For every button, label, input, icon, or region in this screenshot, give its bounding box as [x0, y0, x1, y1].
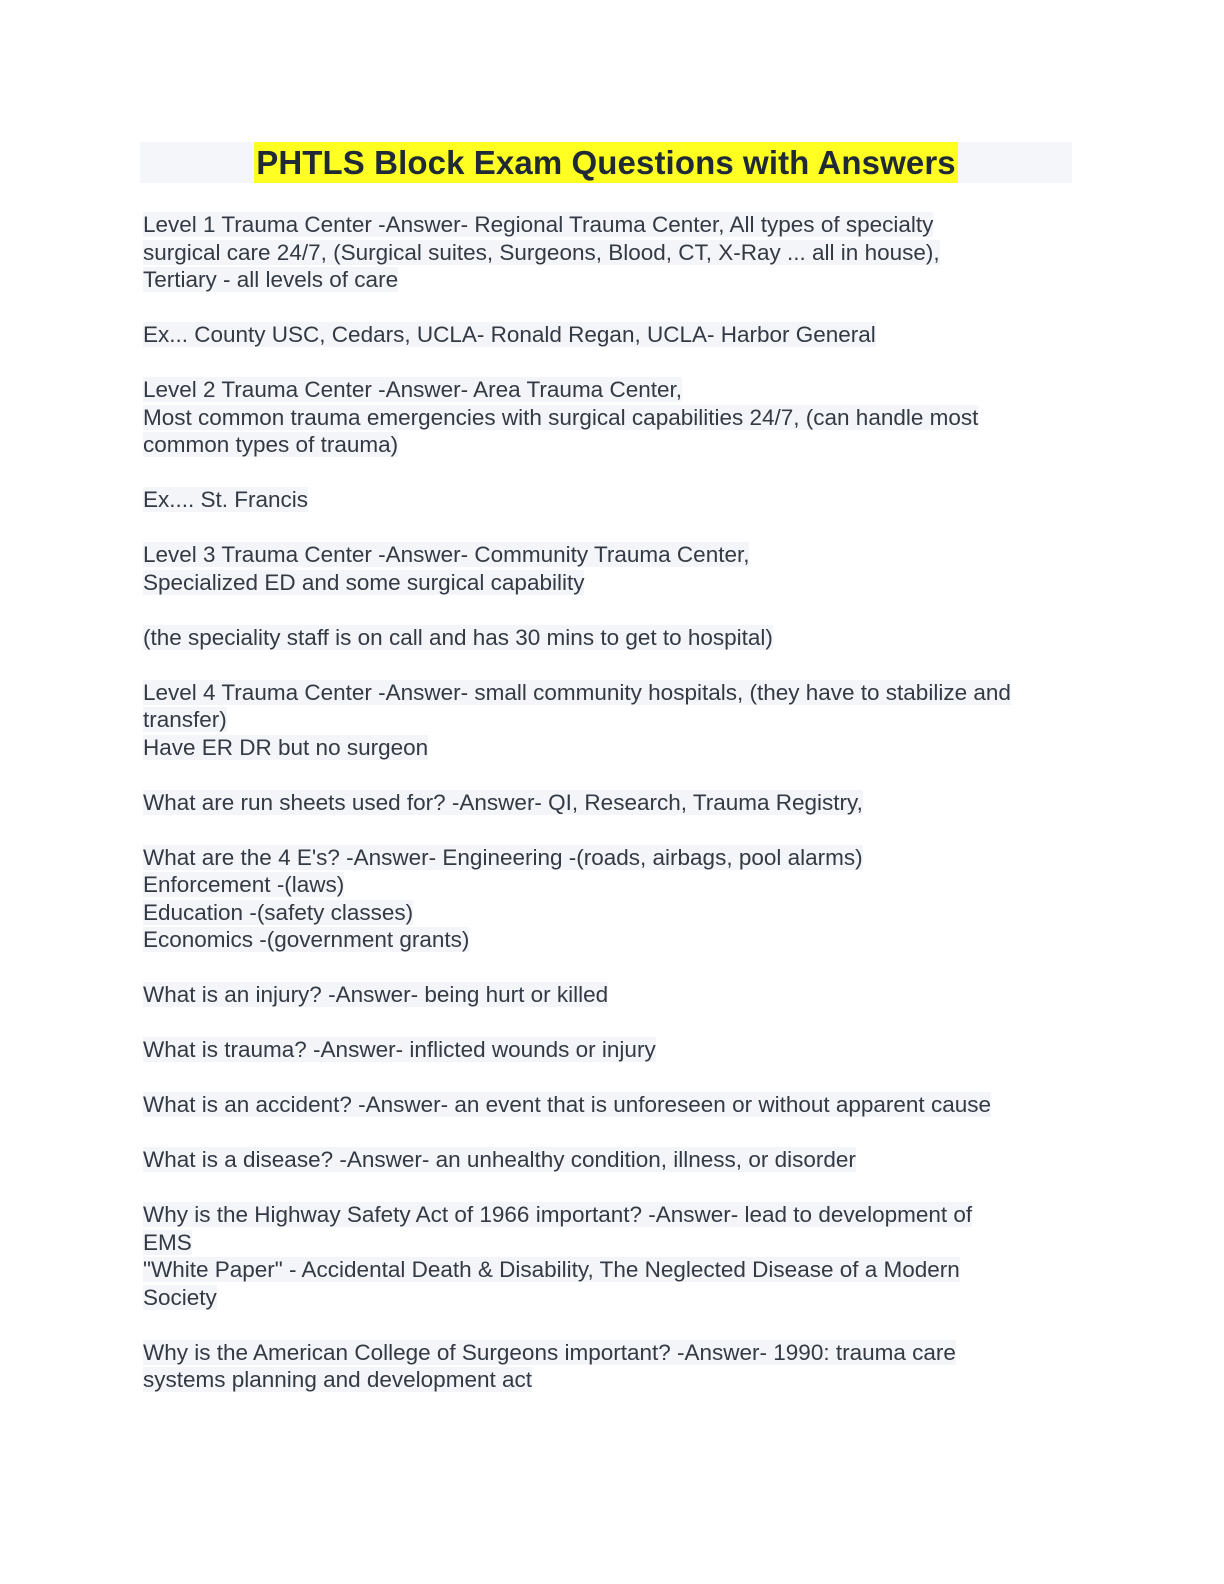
qa-line-text: Society	[143, 1284, 217, 1310]
qa-line	[143, 1366, 1073, 1394]
qa-line	[143, 211, 1073, 239]
qa-line	[143, 1256, 1073, 1284]
qa-entry	[143, 1201, 1073, 1311]
qa-line	[143, 569, 1073, 597]
qa-line-text: What is an accident? -Answer- an event that is unforeseen or without apparent cause	[143, 1092, 991, 1117]
qa-line	[143, 1284, 1073, 1312]
qa-entry	[143, 321, 1073, 349]
qa-line	[143, 734, 1073, 762]
qa-line	[143, 1339, 1073, 1367]
qa-line	[143, 706, 1073, 734]
qa-line-text: Level 3 Trauma Center -Answer- Community Trauma Center,	[143, 542, 750, 567]
qa-line	[143, 1229, 1073, 1257]
qa-entry	[143, 376, 1073, 459]
qa-line-text: Most common trauma emergencies with surgical capabilities 24/7, (can handle most	[143, 404, 979, 430]
qa-entry	[143, 1036, 1073, 1064]
qa-entry	[143, 1339, 1073, 1394]
qa-entry	[143, 211, 1073, 294]
qa-entry	[143, 1091, 1073, 1119]
page-title: PHTLS Block Exam Questions with Answers	[256, 144, 956, 181]
qa-line	[143, 431, 1073, 459]
qa-line-text: Enforcement -(laws)	[143, 872, 345, 897]
qa-line-text: What is trauma? -Answer- inflicted wounds or injury	[143, 1037, 656, 1062]
qa-line	[143, 541, 1073, 569]
qa-line-text: common types of trauma)	[143, 432, 399, 457]
qa-entry	[143, 844, 1073, 954]
qa-line-text: Level 1 Trauma Center -Answer- Regional Trauma Center, All types of specialty	[143, 212, 934, 237]
qa-line-text: Why is the Highway Safety Act of 1966 important? -Answer- lead to development of	[143, 1202, 973, 1227]
qa-line	[143, 404, 1073, 432]
qa-line-text: Specialized ED and some surgical capability	[143, 569, 585, 595]
qa-line-text: Education -(safety classes)	[143, 899, 414, 925]
qa-entry	[143, 1146, 1073, 1174]
qa-line	[143, 1201, 1073, 1229]
qa-entry	[143, 486, 1073, 514]
qa-line-text: Tertiary - all levels of care	[143, 267, 399, 292]
qa-line-text: What are the 4 E's? -Answer- Engineering -(roads, airbags, pool alarms)	[143, 844, 863, 870]
qa-line-text: Ex... County USC, Cedars, UCLA- Ronald Regan, UCLA- Harbor General	[143, 322, 876, 347]
qa-line-text: Level 2 Trauma Center -Answer- Area Trauma Center,	[143, 377, 682, 402]
qa-line-text: What is a disease? -Answer- an unhealthy condition, illness, or disorder	[143, 1147, 856, 1172]
qa-line-text: EMS	[143, 1229, 192, 1255]
qa-line-text: Why is the American College of Surgeons important? -Answer- 1990: trauma care	[143, 1339, 956, 1365]
qa-line	[143, 1091, 1073, 1119]
qa-line	[143, 789, 1073, 817]
qa-line	[143, 321, 1073, 349]
qa-line-text: surgical care 24/7, (Surgical suites, Surgeons, Blood, CT, X-Ray ... all in house),	[143, 239, 940, 265]
qa-line	[143, 486, 1073, 514]
qa-entry	[143, 679, 1073, 762]
qa-line-text: transfer)	[143, 707, 227, 732]
qa-line-text: Have ER DR but no surgeon	[143, 734, 429, 760]
qa-entry	[143, 541, 1073, 596]
qa-line	[143, 871, 1073, 899]
qa-line	[143, 981, 1073, 1009]
qa-line	[143, 239, 1073, 267]
qa-line-text: (the speciality staff is on call and has 30 mins to get to hospital)	[143, 624, 773, 650]
qa-line	[143, 926, 1073, 954]
qa-line	[143, 679, 1073, 707]
qa-line	[143, 844, 1073, 872]
document-body	[143, 211, 1073, 1421]
qa-line-text: Level 4 Trauma Center -Answer- small community hospitals, (they have to stabilize and	[143, 679, 1011, 705]
qa-line	[143, 266, 1073, 294]
qa-line-text: Ex.... St. Francis	[143, 487, 309, 512]
qa-entry	[143, 981, 1073, 1009]
qa-line	[143, 376, 1073, 404]
qa-line	[143, 1036, 1073, 1064]
qa-entry	[143, 624, 1073, 652]
qa-line	[143, 1146, 1073, 1174]
qa-entry	[143, 789, 1073, 817]
qa-line-text: What are run sheets used for? -Answer- QI, Research, Trauma Registry,	[143, 789, 863, 815]
qa-line-text: What is an injury? -Answer- being hurt or killed	[143, 982, 609, 1007]
title-band	[140, 142, 1072, 183]
qa-line-text: Economics -(government grants)	[143, 927, 470, 952]
qa-line-text: "White Paper" - Accidental Death & Disability, The Neglected Disease of a Modern	[143, 1257, 960, 1282]
qa-line-text: systems planning and development act	[143, 1367, 532, 1392]
qa-line	[143, 624, 1073, 652]
qa-line	[143, 899, 1073, 927]
